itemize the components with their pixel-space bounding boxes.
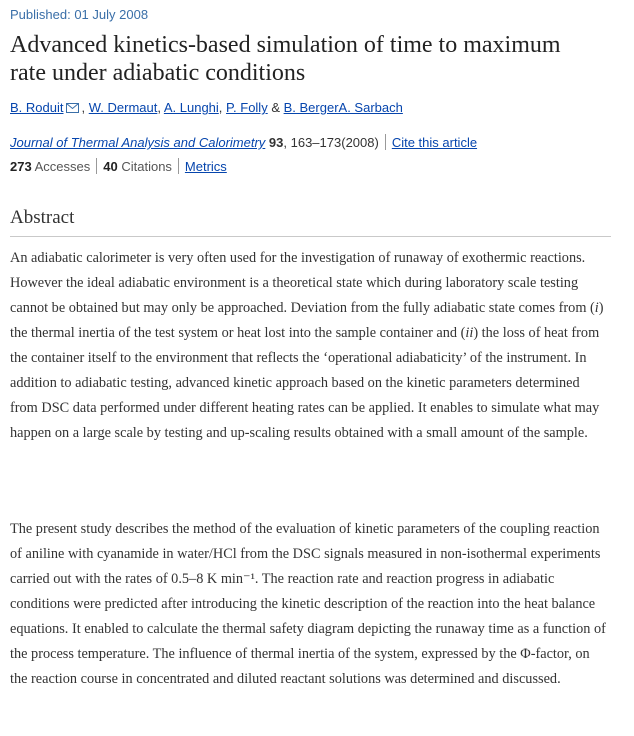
article-title: Advanced kinetics-based simulation of time to maximum rate under adiabatic conditions [10, 32, 561, 86]
heading-rule [10, 236, 611, 237]
journal-year: (2008) [341, 135, 379, 150]
email-icon[interactable] [66, 101, 79, 116]
author-list [10, 100, 403, 116]
journal-volume: 93 [268, 135, 284, 150]
divider [385, 134, 386, 150]
metrics-link[interactable]: Metrics [184, 159, 227, 174]
author-separator: , [157, 100, 164, 115]
abstract-text: ) the thermal inertia of the test system or heat lost into the sample container and ( [10, 300, 604, 341]
citations-label: Citations [121, 159, 172, 174]
author-separator: & [267, 100, 284, 115]
author-link[interactable]: B. Berger [283, 100, 339, 115]
author-link[interactable]: W. Dermaut [88, 100, 158, 115]
citation-line [10, 134, 477, 150]
journal-link[interactable]: Journal of Thermal Analysis and Calorimetry [10, 135, 266, 150]
divider [178, 158, 179, 174]
divider [96, 158, 97, 174]
citations-count: 40 [103, 159, 118, 174]
abstract-paragraph-1 [10, 246, 610, 446]
abstract-text: ii [465, 325, 474, 341]
abstract-text: An adiabatic calorimeter is very often used for the investigation of runaway of exothermic reactions. However the ideal adiabatic environment is a theoretical state which during laboratory scale testing cannot be obtained but may only be approached. Deviation from the fully adiabatic state comes from ( [10, 250, 595, 316]
abstract-text: ) the loss of heat from the container itself to the environment that reflects the ‘operational adiabaticity’ of the instrument. In addition to adiabatic testing, advanced kinetic approach based on the kinetic parameters determined from DSC data performed under different heating rates can be applied. It enables to simulate what may happen on a large scale by testing and up-scaling results obtained with a small amount of the sample. [10, 325, 600, 441]
author-link[interactable]: A. Lunghi [163, 100, 219, 115]
cite-article-link[interactable]: Cite this article [391, 135, 478, 150]
accesses-count: 273 [10, 159, 32, 174]
published-date: Published: 01 July 2008 [10, 7, 149, 22]
author-separator: , [81, 100, 89, 115]
accesses-label: Accesses [34, 159, 91, 174]
author-link[interactable]: P. Folly [226, 100, 268, 115]
abstract-heading: Abstract [10, 207, 75, 228]
journal-pages: , 163–173 [283, 135, 342, 150]
author-separator: , [218, 100, 227, 115]
abstract-text: i [594, 300, 599, 316]
article-metrics [10, 158, 227, 174]
abstract-paragraph-2: The present study describes the method of the evaluation of kinetic parameters of the coupling reaction of aniline with cyanamide in water/HCl from the DSC signals measured in non-isothermal experiments carried out with the rates of 0.5–8 K min⁻¹. The reaction rate and reaction progress in adiabatic conditions were predicted after introducing the kinetic description of the reaction into the heat balance equations. It enabled to calculate the thermal safety diagram depicting the runaway time as a function of the process temperature. The influence of thermal inertia of the system, expressed by the Φ-factor, on the reaction course in concentrated and diluted reactant solutions was determined and discussed. [10, 521, 606, 687]
author-link[interactable]: B. Roduit [10, 100, 64, 115]
author-link[interactable]: A. Sarbach [338, 100, 403, 115]
